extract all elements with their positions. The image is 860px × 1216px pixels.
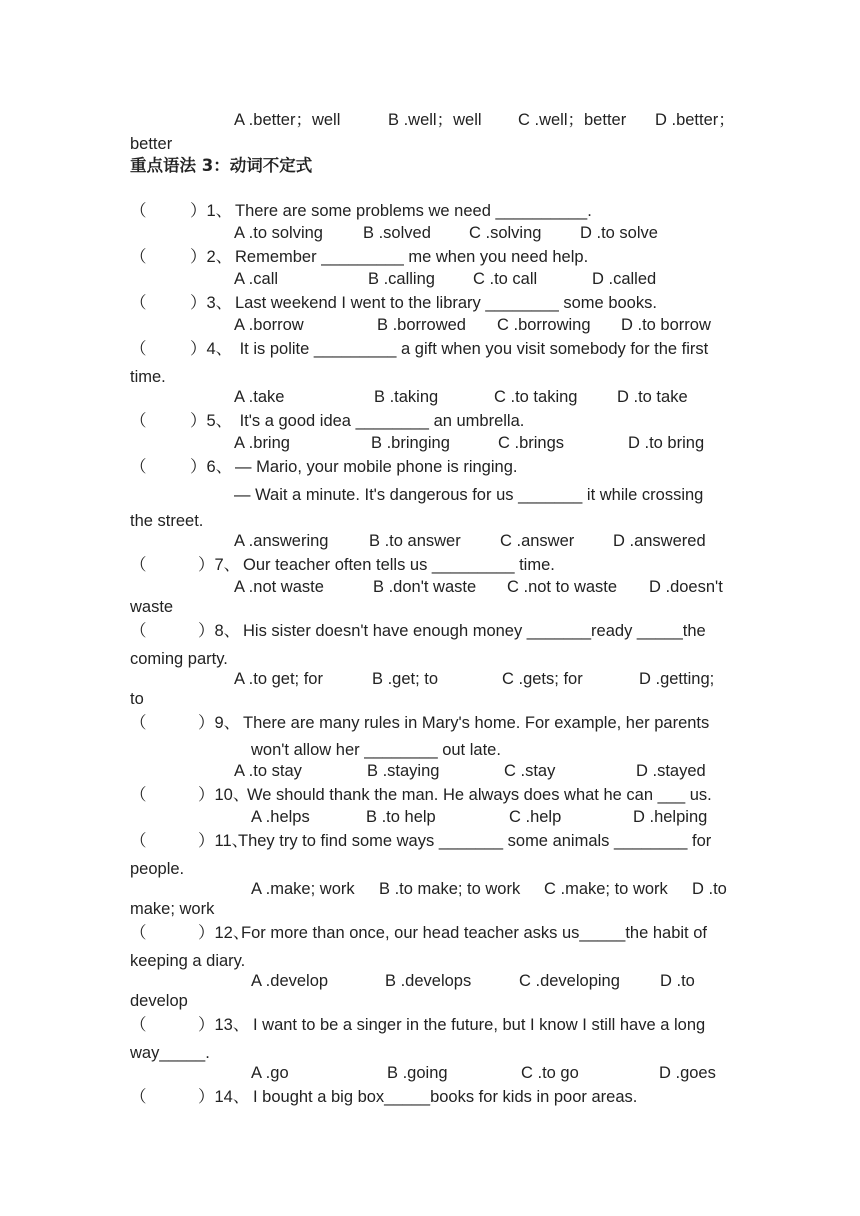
question-text: It is polite _________ a gift when you visit somebody for the first xyxy=(235,340,709,358)
option-b: B .get; to xyxy=(372,670,439,688)
question-number: ）4、 xyxy=(190,340,233,358)
question-text: His sister doesn't have enough money _______ready _____the xyxy=(243,622,706,640)
question-wrap-text: way_____. xyxy=(130,1044,210,1062)
option-a: A .better；well xyxy=(234,111,341,129)
option-c: C .gets; for xyxy=(502,670,583,688)
question-number: ）2、 xyxy=(190,248,233,266)
option-b: B .going xyxy=(387,1064,448,1082)
question-wrap-text: the street. xyxy=(130,512,204,530)
question-text: For more than once, our head teacher asks us_____the habit of xyxy=(241,924,707,942)
option-a: A .develop xyxy=(251,972,329,990)
answer-paren: （ xyxy=(130,714,147,732)
option-b: B .taking xyxy=(374,388,439,406)
option-b: B .don't waste xyxy=(373,578,477,596)
option-wrap-text: waste xyxy=(130,598,174,616)
answer-paren: （ xyxy=(130,248,147,266)
option-c: C .to taking xyxy=(494,388,578,406)
option-a: A .answering xyxy=(234,532,329,550)
option-d: D .goes xyxy=(659,1064,716,1082)
question-wrap-text: coming party. xyxy=(130,650,228,668)
option-b: B .develops xyxy=(385,972,472,990)
option-d: D .answered xyxy=(613,532,706,550)
answer-paren: （ xyxy=(130,786,147,804)
answer-paren: （ xyxy=(130,924,147,942)
answer-paren: （ xyxy=(130,622,147,640)
question-number: ）8、 xyxy=(198,622,241,640)
question-line2: won't allow her ________ out late. xyxy=(251,741,501,759)
answer-paren: （ xyxy=(130,202,147,220)
question-number: ）12、 xyxy=(198,924,250,942)
option-a: A .bring xyxy=(234,434,290,452)
option-a: A .not waste xyxy=(234,578,324,596)
option-b: B .to answer xyxy=(369,532,461,550)
question-number: ）9、 xyxy=(198,714,241,732)
option-c: C .borrowing xyxy=(497,316,591,334)
option-d: D .to solve xyxy=(580,224,658,242)
answer-paren: （ xyxy=(130,340,147,358)
question-line2: — Wait a minute. It's dangerous for us _______ it while crossing xyxy=(234,486,704,504)
option-d: D .getting; xyxy=(639,670,715,688)
option-a: A .to stay xyxy=(234,762,302,780)
question-number: ）5、 xyxy=(190,412,233,430)
option-b: B .solved xyxy=(363,224,431,242)
question-number: ）3、 xyxy=(190,294,233,312)
option-c: C .to go xyxy=(521,1064,579,1082)
question-text: I want to be a singer in the future, but I know I still have a long xyxy=(253,1016,706,1034)
question-number: ）6、 xyxy=(190,458,233,476)
option-c: C .answer xyxy=(500,532,575,550)
question-number: ）11、 xyxy=(198,832,249,850)
option-c: C .to call xyxy=(473,270,538,288)
option-c: C .not to waste xyxy=(507,578,618,596)
option-wrap-text: better xyxy=(130,135,173,153)
option-a: A .to solving xyxy=(234,224,323,242)
option-d: D .to xyxy=(660,972,695,990)
question-text: It's a good idea ________ an umbrella. xyxy=(235,412,525,430)
question-wrap-text: time. xyxy=(130,368,166,386)
section-heading: 重点语法 3：动词不定式 xyxy=(130,156,313,175)
question-text: Remember _________ me when you need help. xyxy=(235,248,589,266)
option-a: A .go xyxy=(251,1064,289,1082)
question-text: — Mario, your mobile phone is ringing. xyxy=(235,458,518,476)
question-number: ）7、 xyxy=(198,556,241,574)
question-wrap-text: people. xyxy=(130,860,185,878)
question-text: There are some problems we need __________. xyxy=(235,202,592,220)
option-c: C .stay xyxy=(504,762,556,780)
option-d: D .to take xyxy=(617,388,688,406)
option-d: D .to xyxy=(692,880,727,898)
option-d: D .doesn't xyxy=(649,578,723,596)
question-text: I bought a big box_____books for kids in poor areas. xyxy=(253,1088,638,1106)
option-b: B .bringing xyxy=(371,434,450,452)
option-b: B .to make; to work xyxy=(379,880,521,898)
option-b: B .calling xyxy=(368,270,435,288)
question-number: ）13、 xyxy=(198,1016,250,1034)
question-text: We should thank the man. He always does what he can ___ us. xyxy=(247,786,712,804)
option-wrap-text: make; work xyxy=(130,900,215,918)
option-a: A .call xyxy=(234,270,279,288)
option-c: C .help xyxy=(509,808,562,826)
answer-paren: （ xyxy=(130,1016,147,1034)
option-d: D .called xyxy=(592,270,657,288)
answer-paren: （ xyxy=(130,412,147,430)
answer-paren: （ xyxy=(130,556,147,574)
option-c: C .brings xyxy=(498,434,565,452)
option-c: C .solving xyxy=(469,224,542,242)
question-text: There are many rules in Mary's home. For example, her parents xyxy=(243,714,710,732)
question-text: Last weekend I went to the library ________ some books. xyxy=(235,294,657,312)
option-c: C .developing xyxy=(519,972,620,990)
option-d: D .better； xyxy=(655,111,735,129)
question-text: They try to find some ways _______ some animals ________ for xyxy=(238,832,712,850)
option-b: B .to help xyxy=(366,808,436,826)
option-b: B .well；well xyxy=(388,111,482,129)
option-a: A .take xyxy=(234,388,285,406)
option-b: B .borrowed xyxy=(377,316,466,334)
option-a: A .to get; for xyxy=(234,670,323,688)
question-number: ）10、 xyxy=(198,786,250,804)
option-d: D .stayed xyxy=(636,762,706,780)
question-number: ）1、 xyxy=(190,202,233,220)
option-a: A .helps xyxy=(251,808,310,826)
answer-paren: （ xyxy=(130,294,147,312)
answer-paren: （ xyxy=(130,832,147,850)
option-wrap-text: develop xyxy=(130,992,188,1010)
option-a: A .borrow xyxy=(234,316,304,334)
option-d: D .to bring xyxy=(628,434,705,452)
option-c: C .well；better xyxy=(518,111,627,129)
question-text: Our teacher often tells us _________ time. xyxy=(243,556,555,574)
option-c: C .make; to work xyxy=(544,880,668,898)
answer-paren: （ xyxy=(130,1088,147,1106)
question-number: ）14、 xyxy=(198,1088,250,1106)
option-wrap-text: to xyxy=(130,690,144,708)
question-wrap-text: keeping a diary. xyxy=(130,952,246,970)
option-d: D .to borrow xyxy=(621,316,711,334)
option-b: B .staying xyxy=(367,762,440,780)
option-d: D .helping xyxy=(633,808,708,826)
answer-paren: （ xyxy=(130,458,147,476)
option-a: A .make; work xyxy=(251,880,355,898)
